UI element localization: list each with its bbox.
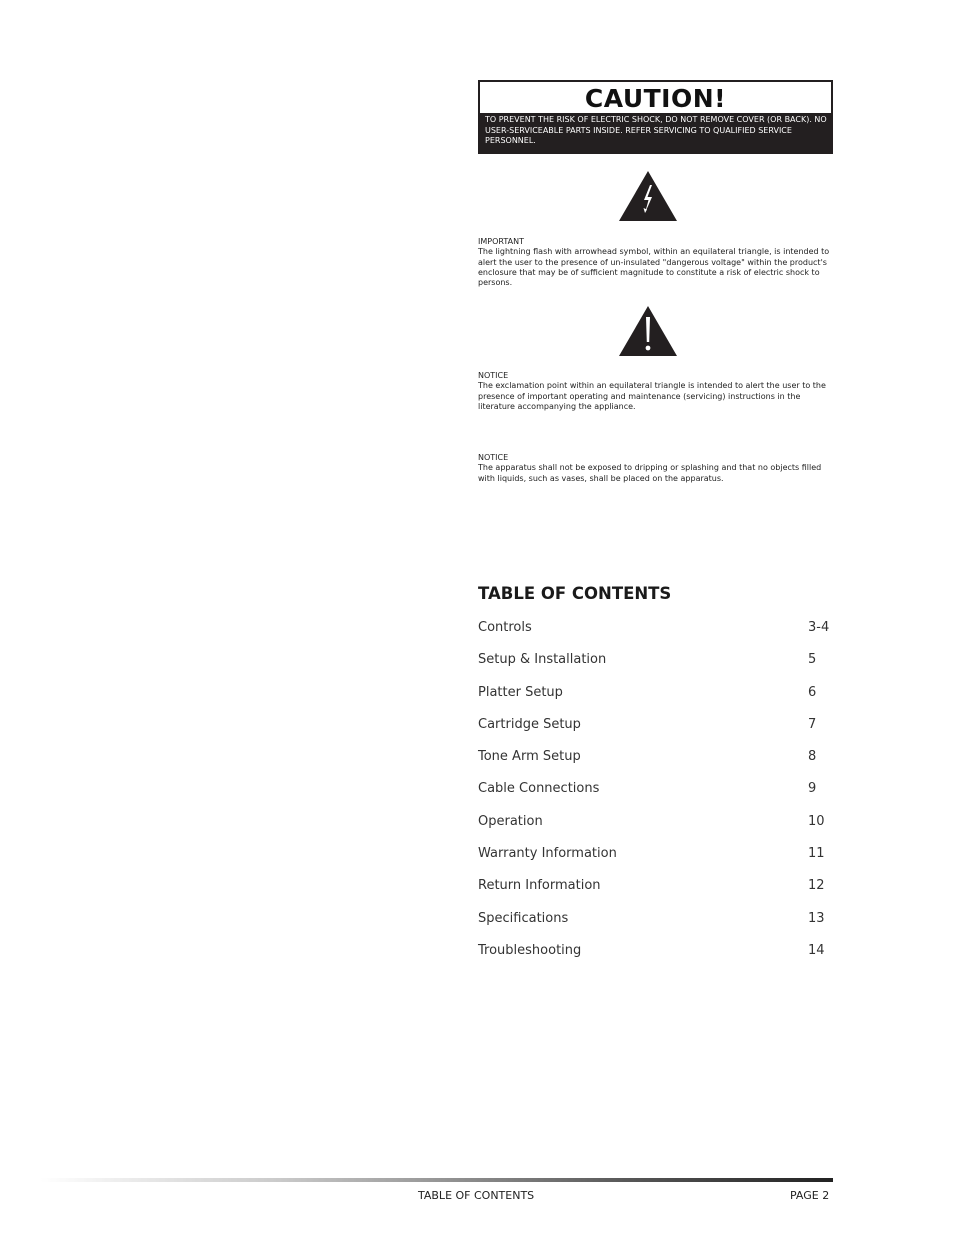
toc-item-specifications [478,911,838,943]
toc-item-label: Warranty Information [478,846,617,862]
toc-item-label: Platter Setup [478,684,563,700]
footer-divider [40,1178,833,1182]
caution-box [478,80,833,154]
notice-text: The exclamation point within an equilateral triangle is intended to alert the user to the presence of important operating and maintenance (servicing) instructions in the literature accompanying the appliance. [478,381,826,411]
notice-heading: NOTICE [478,453,509,462]
toc-item-setup-installation [478,652,838,684]
notice-text: The apparatus shall not be exposed to dripping or splashing and that no objects filled with liquids, such as vases, shall be placed on the apparatus. [478,463,822,483]
toc-item-tone-arm-setup [478,749,838,781]
toc-item-label: Cartridge Setup [478,716,581,732]
notice-exclamation [478,371,834,412]
toc-item-page: 9 [808,781,817,797]
toc-item-warranty-information [478,846,838,878]
toc-item-page: 14 [808,942,825,958]
caution-title: CAUTION! [480,82,831,113]
notice-heading: IMPORTANT [478,237,524,246]
toc-item-page: 11 [808,846,825,862]
notice-important [478,237,834,288]
toc-item-label: Setup & Installation [478,652,607,668]
toc-item-operation [478,814,838,846]
toc-item-label: Operation [478,813,543,829]
toc-item-page: 10 [808,813,825,829]
notice-heading: NOTICE [478,371,509,380]
toc-item-page: 3-4 [808,620,830,635]
exclamation-warning-icon [619,306,677,356]
toc-item-label: Cable Connections [478,781,600,797]
toc-list [478,620,838,975]
toc-item-page: 12 [808,878,825,894]
toc-item-page: 8 [808,749,817,765]
notice-text: The lightning flash with arrowhead symbol, within an equilateral triangle, is intended to alert the user to the presence of un-insulated "dangerous voltage" within the product's enclosure that may be of sufficient magnitude to constitute a risk of electric shock to persons. [478,247,830,288]
lightning-warning-icon [619,171,677,221]
toc-item-page: 6 [808,684,817,700]
notice-liquids [478,453,834,484]
footer-section-title: TABLE OF CONTENTS [418,1189,535,1202]
caution-text: TO PREVENT THE RISK OF ELECTRIC SHOCK, DO NOT REMOVE COVER (OR BACK). NO USER-SERVICEABLE PARTS INSIDE. REFER SERVICING TO QUALIFIED SERVICE PERSONNEL. [485,115,827,145]
toc-item-label: Specifications [478,910,569,926]
toc-item-controls [478,620,838,652]
toc-item-cartridge-setup [478,717,838,749]
toc-item-cable-connections [478,781,838,813]
toc-item-page: 5 [808,652,817,668]
toc-item-platter-setup [478,685,838,717]
toc-item-label: Tone Arm Setup [478,749,581,765]
toc-item-return-information [478,878,838,910]
toc-item-label: Troubleshooting [478,942,582,958]
footer-page-number: PAGE 2 [790,1189,830,1202]
toc-item-troubleshooting [478,943,838,975]
toc-item-label: Return Information [478,878,601,894]
toc-item-page: 13 [808,910,825,926]
toc-item-page: 7 [808,716,817,732]
toc-item-label: Controls [478,620,532,635]
toc-title: TABLE OF CONTENTS [478,584,672,603]
